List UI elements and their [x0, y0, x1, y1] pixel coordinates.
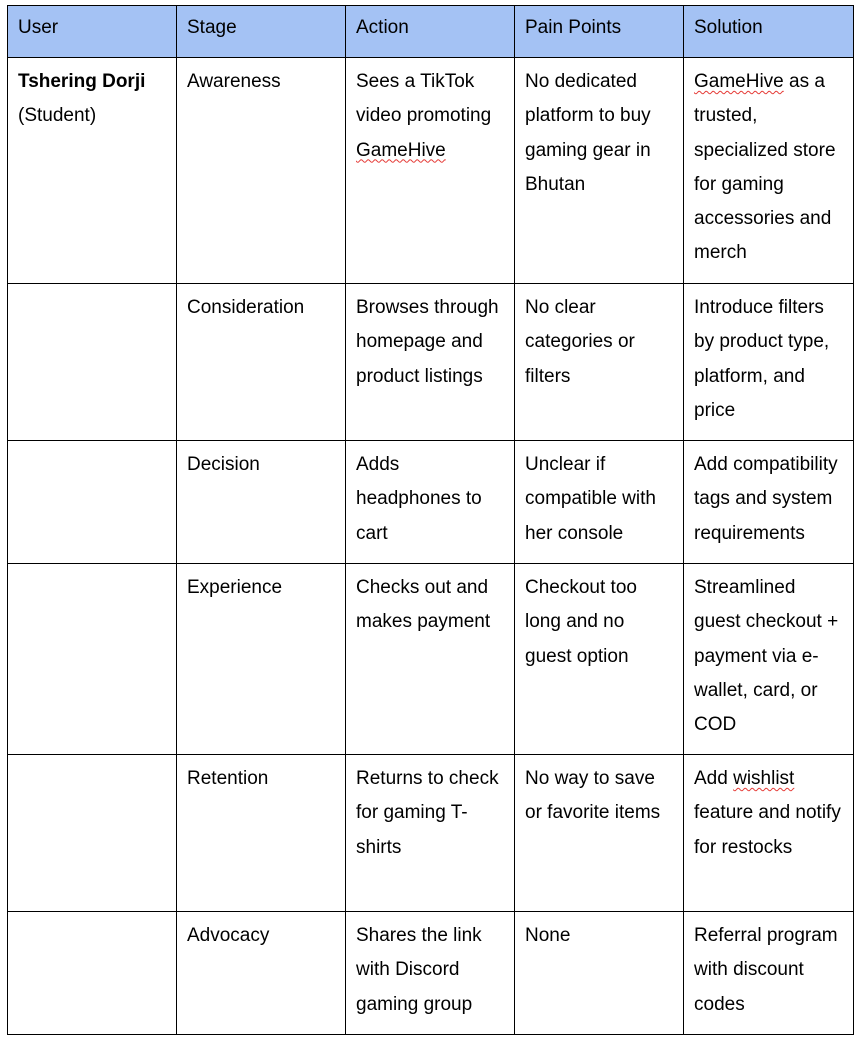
misspelled-word: GameHive: [694, 71, 784, 92]
stage-cell: Consideration: [177, 284, 346, 441]
solution-cell: [684, 58, 854, 284]
action-cell: Adds headphones to cart: [346, 441, 515, 564]
pain-points-cell: Checkout too long and no guest option: [515, 564, 684, 755]
stage-cell: Decision: [177, 441, 346, 564]
user-cell: [8, 912, 177, 1035]
stage-cell: Advocacy: [177, 912, 346, 1035]
table-row: [8, 912, 854, 1035]
table-row: [8, 564, 854, 755]
pain-points-cell: None: [515, 912, 684, 1035]
stage-cell: Retention: [177, 755, 346, 912]
action-cell: [346, 58, 515, 284]
solution-cell: Introduce filters by product type, platform, and price: [684, 284, 854, 441]
table-row: [8, 58, 854, 284]
user-cell: [8, 58, 177, 284]
header-stage: Stage: [177, 6, 346, 58]
user-cell: [8, 755, 177, 912]
pain-points-cell: No clear categories or filters: [515, 284, 684, 441]
user-name: Tshering Dorji: [18, 71, 146, 92]
table-row: [8, 284, 854, 441]
pain-points-cell: Unclear if compatible with her console: [515, 441, 684, 564]
user-role: (Student): [18, 105, 97, 127]
pain-points-cell: No dedicated platform to buy gaming gear in Bhutan: [515, 58, 684, 284]
pain-points-cell: No way to save or favorite items: [515, 755, 684, 912]
action-cell: Shares the link with Discord gaming group: [346, 912, 515, 1035]
solution-cell: Streamlined guest checkout + payment via e-wallet, card, or COD: [684, 564, 854, 755]
action-text: Sees a TikTok video promoting: [356, 71, 492, 127]
header-action: Action: [346, 6, 515, 58]
misspelled-word: wishlist: [733, 768, 795, 789]
user-cell: [8, 564, 177, 755]
stage-cell: Experience: [177, 564, 346, 755]
header-pain-points: Pain Points: [515, 6, 684, 58]
action-cell: Returns to check for gaming T-shirts: [346, 755, 515, 912]
solution-cell: Referral program with discount codes: [684, 912, 854, 1035]
solution-text: feature and notify for restocks: [694, 802, 841, 858]
solution-cell: Add compatibility tags and system requirements: [684, 441, 854, 564]
user-cell: [8, 441, 177, 564]
solution-text: Add: [694, 768, 734, 789]
action-cell: Browses through homepage and product listings: [346, 284, 515, 441]
solution-text: as a trusted, specialized store for gaming accessories and merch: [694, 71, 836, 264]
header-row: [8, 6, 854, 58]
journey-map-table: [7, 5, 854, 1035]
user-cell: [8, 284, 177, 441]
table-row: [8, 441, 854, 564]
header-user: User: [8, 6, 177, 58]
misspelled-word: GameHive: [356, 139, 446, 161]
solution-cell: [684, 755, 854, 912]
action-cell: Checks out and makes payment: [346, 564, 515, 755]
table-row: [8, 755, 854, 912]
stage-cell: Awareness: [177, 58, 346, 284]
header-solution: Solution: [684, 6, 854, 58]
